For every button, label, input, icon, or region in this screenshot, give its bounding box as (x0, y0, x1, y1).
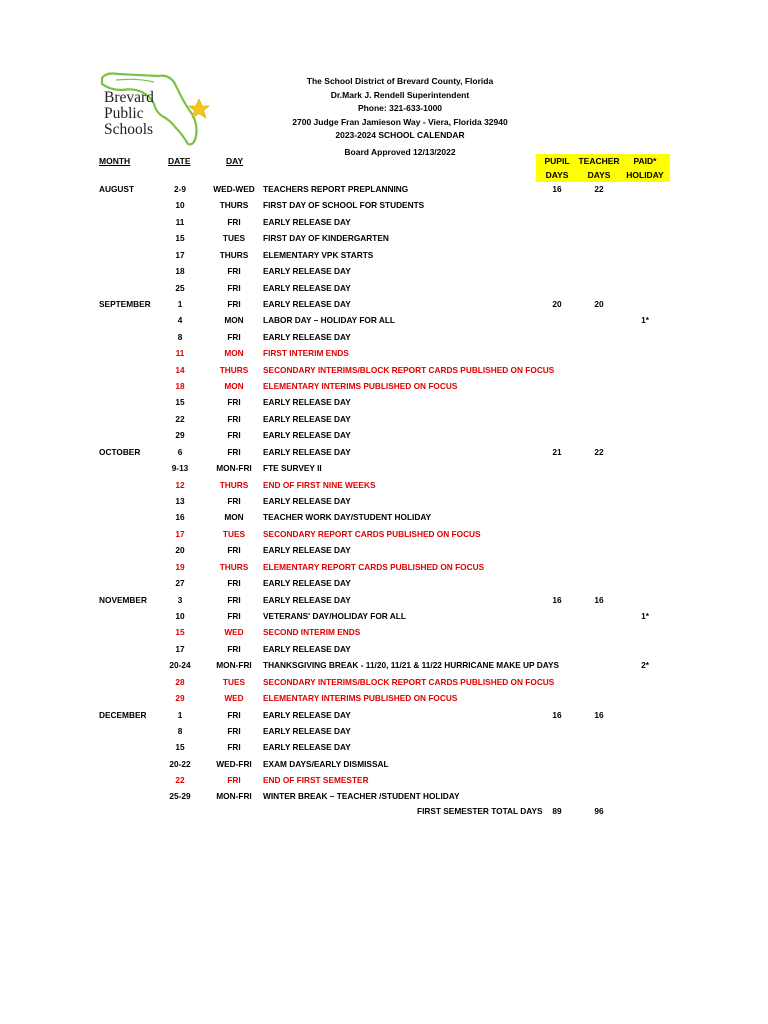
pupil-days-header: PUPIL DAYS (536, 154, 578, 182)
event-cell: SECOND INTERIM ENDS (263, 627, 361, 637)
date-cell: 15 (175, 627, 185, 637)
teacher-days-cell: 16 (594, 595, 604, 605)
day-cell: FRI (227, 644, 241, 654)
event-cell: FIRST DAY OF KINDERGARTEN (263, 233, 389, 243)
date-cell: 17 (175, 529, 185, 539)
day-cell: FRI (227, 283, 241, 293)
table-row (0, 592, 768, 608)
event-cell: EARLY RELEASE DAY (263, 332, 351, 342)
calendar-title: 2023-2024 SCHOOL CALENDAR (335, 130, 465, 140)
event-cell: TEACHERS REPORT PREPLANNING (263, 184, 409, 194)
date-column-header: DATE (168, 156, 191, 166)
table-row (0, 657, 768, 673)
day-cell: FRI (227, 217, 241, 227)
table-row (0, 214, 768, 230)
teacher-days-cell: 22 (594, 447, 604, 457)
table-row (0, 427, 768, 443)
day-cell: TUES (222, 529, 246, 539)
table-row (0, 411, 768, 427)
date-cell: 10 (175, 611, 185, 621)
date-cell: 19 (175, 562, 185, 572)
board-approved: Board Approved 12/13/2022 (344, 146, 456, 157)
day-cell: TUES (222, 233, 246, 243)
district-name: The School District of Brevard County, Florida (306, 76, 494, 86)
day-cell: FRI (227, 496, 241, 506)
event-cell: EARLY RELEASE DAY (263, 578, 351, 588)
table-row (0, 526, 768, 542)
table-row (0, 756, 768, 772)
logo-line-2: Public (104, 105, 144, 122)
table-row (0, 378, 768, 394)
event-cell: FIRST DAY OF SCHOOL FOR STUDENTS (263, 200, 425, 210)
month-cell: NOVEMBER (99, 595, 147, 605)
date-cell: 22 (175, 414, 185, 424)
document-header (280, 75, 520, 159)
event-cell: THANKSGIVING BREAK - 11/20, 11/21 & 11/22 HURRICANE MAKE UP DAYS (263, 660, 560, 670)
date-cell: 27 (175, 578, 185, 588)
date-cell: 15 (175, 397, 185, 407)
address: 2700 Judge Fran Jamieson Way - Viera, Florida 32940 (292, 116, 508, 127)
table-row (0, 444, 768, 460)
date-cell: 17 (175, 644, 185, 654)
event-cell: EARLY RELEASE DAY (263, 447, 351, 457)
event-cell: ELEMENTARY INTERIMS PUBLISHED ON FOCUS (263, 381, 458, 391)
table-row (0, 559, 768, 575)
day-cell: THURS (219, 250, 249, 260)
teacher-days-header: TEACHER DAYS (578, 156, 620, 180)
superintendent: Dr.Mark J. Rendell Superintendent (330, 89, 470, 100)
table-row (0, 674, 768, 690)
date-cell: 18 (175, 381, 185, 391)
event-cell: VETERANS' DAY/HOLIDAY FOR ALL (263, 611, 406, 621)
date-cell: 22 (175, 775, 185, 785)
logo-line-1: Brevard (104, 89, 154, 106)
event-cell: EARLY RELEASE DAY (263, 726, 351, 736)
day-cell: FRI (227, 611, 241, 621)
month-cell: AUGUST (99, 184, 135, 194)
date-cell: 16 (175, 512, 185, 522)
table-row (0, 493, 768, 509)
event-cell: ELEMENTARY REPORT CARDS PUBLISHED ON FOCUS (263, 562, 485, 572)
phone: Phone: 321-633-1000 (357, 103, 443, 113)
table-row (0, 247, 768, 263)
paid-holiday-header: PAID* HOLIDAY (620, 154, 670, 182)
day-cell: FRI (227, 397, 241, 407)
date-cell: 11 (175, 348, 185, 358)
month-cell: DECEMBER (99, 710, 147, 720)
date-cell: 3 (177, 595, 183, 605)
month-cell: OCTOBER (99, 447, 141, 457)
event-cell: EARLY RELEASE DAY (263, 397, 351, 407)
month-cell: SEPTEMBER (99, 299, 151, 309)
day-cell: FRI (227, 430, 241, 440)
table-row (0, 788, 768, 804)
paid-holiday-cell: 1* (641, 315, 649, 325)
event-cell: END OF FIRST SEMESTER (263, 775, 369, 785)
pupil-days-cell: 16 (552, 184, 562, 194)
event-cell: EARLY RELEASE DAY (263, 545, 351, 555)
brevard-logo (96, 68, 216, 150)
event-cell: LABOR DAY – HOLIDAY FOR ALL (263, 315, 395, 325)
date-cell: 1 (177, 710, 183, 720)
date-cell: 6 (177, 447, 183, 457)
month-column-header: MONTH (99, 156, 131, 166)
event-cell: END OF FIRST NINE WEEKS (263, 480, 376, 490)
table-row (0, 345, 768, 361)
date-cell: 14 (175, 365, 185, 375)
date-cell: 29 (175, 430, 185, 440)
date-cell: 10 (175, 200, 185, 210)
table-row (0, 690, 768, 706)
day-cell: FRI (227, 545, 241, 555)
day-cell: FRI (227, 299, 241, 309)
table-row (0, 394, 768, 410)
pupil-days-cell: 20 (552, 299, 562, 309)
day-cell: FRI (227, 447, 241, 457)
event-cell: EARLY RELEASE DAY (263, 595, 351, 605)
table-row (0, 197, 768, 213)
day-cell: THURS (219, 480, 249, 490)
event-cell: EARLY RELEASE DAY (263, 217, 351, 227)
pupil-days-cell: 16 (552, 595, 562, 605)
day-cell: MON-FRI (216, 660, 252, 670)
table-row (0, 707, 768, 723)
date-cell: 13 (175, 496, 185, 506)
day-cell: FRI (227, 266, 241, 276)
day-column-header: DAY (226, 156, 244, 166)
table-row (0, 723, 768, 739)
pupil-days-cell: 16 (552, 710, 562, 720)
semester-total-pupil: 89 (552, 806, 562, 816)
table-row (0, 296, 768, 312)
date-cell: 2-9 (174, 184, 186, 194)
date-cell: 17 (175, 250, 185, 260)
table-row (0, 641, 768, 657)
table-row (0, 772, 768, 788)
event-cell: EARLY RELEASE DAY (263, 266, 351, 276)
date-cell: 29 (175, 693, 185, 703)
table-row (0, 362, 768, 378)
date-cell: 20-24 (169, 660, 191, 670)
table-row (0, 739, 768, 755)
table-row (0, 460, 768, 476)
date-cell: 8 (177, 332, 183, 342)
semester-total-teacher: 96 (594, 806, 604, 816)
table-row (0, 312, 768, 328)
date-cell: 20 (175, 545, 185, 555)
event-cell: SECONDARY INTERIMS/BLOCK REPORT CARDS PUBLISHED ON FOCUS (263, 677, 555, 687)
day-cell: WED-FRI (216, 759, 252, 769)
day-cell: MON-FRI (216, 463, 252, 473)
table-row (0, 509, 768, 525)
date-cell: 25 (175, 283, 185, 293)
teacher-days-cell: 16 (594, 710, 604, 720)
day-cell: WED (224, 627, 244, 637)
event-cell: SECONDARY INTERIMS/BLOCK REPORT CARDS PUBLISHED ON FOCUS (263, 365, 555, 375)
logo-line-3: Schools (104, 121, 154, 138)
day-cell: FRI (227, 595, 241, 605)
pupil-days-cell: 21 (552, 447, 562, 457)
event-cell: SECONDARY REPORT CARDS PUBLISHED ON FOCUS (263, 529, 481, 539)
date-cell: 20-22 (169, 759, 191, 769)
table-row (0, 230, 768, 246)
event-cell: ELEMENTARY VPK STARTS (263, 250, 374, 260)
teacher-days-cell: 20 (594, 299, 604, 309)
day-cell: MON (224, 381, 244, 391)
day-cell: MON (224, 315, 244, 325)
event-cell: EARLY RELEASE DAY (263, 710, 351, 720)
paid-holiday-cell: 1* (641, 611, 649, 621)
date-cell: 15 (175, 742, 185, 752)
day-cell: FRI (227, 578, 241, 588)
day-cell: MON (224, 348, 244, 358)
table-row (0, 477, 768, 493)
date-cell: 15 (175, 233, 185, 243)
teacher-days-cell: 22 (594, 184, 604, 194)
event-cell: EARLY RELEASE DAY (263, 496, 351, 506)
day-cell: FRI (227, 775, 241, 785)
day-cell: FRI (227, 742, 241, 752)
day-cell: MON-FRI (216, 791, 252, 801)
event-cell: EXAM DAYS/EARLY DISMISSAL (263, 759, 389, 769)
event-cell: WINTER BREAK – TEACHER /STUDENT HOLIDAY (263, 791, 460, 801)
day-cell: THURS (219, 365, 249, 375)
event-cell: EARLY RELEASE DAY (263, 283, 351, 293)
date-cell: 8 (177, 726, 183, 736)
event-cell: ELEMENTARY INTERIMS PUBLISHED ON FOCUS (263, 693, 458, 703)
date-cell: 4 (177, 315, 183, 325)
event-cell: EARLY RELEASE DAY (263, 430, 351, 440)
table-row (0, 542, 768, 558)
event-cell: FIRST INTERIM ENDS (263, 348, 349, 358)
table-row (0, 624, 768, 640)
event-cell: EARLY RELEASE DAY (263, 299, 351, 309)
event-cell: EARLY RELEASE DAY (263, 414, 351, 424)
day-cell: MON (224, 512, 244, 522)
day-cell: WED-WED (213, 184, 255, 194)
table-row (0, 263, 768, 279)
table-row (0, 329, 768, 345)
date-cell: 12 (175, 480, 185, 490)
event-cell: FTE SURVEY II (263, 463, 322, 473)
date-cell: 18 (175, 266, 185, 276)
event-cell: TEACHER WORK DAY/STUDENT HOLIDAY (263, 512, 432, 522)
date-cell: 28 (175, 677, 185, 687)
table-row (0, 181, 768, 197)
date-cell: 9-13 (171, 463, 189, 473)
day-cell: THURS (219, 562, 249, 572)
event-cell: EARLY RELEASE DAY (263, 742, 351, 752)
day-cell: TUES (222, 677, 246, 687)
table-row (0, 280, 768, 296)
day-cell: FRI (227, 726, 241, 736)
table-row (0, 608, 768, 624)
semester-total-label: FIRST SEMESTER TOTAL DAYS (417, 806, 543, 816)
day-cell: THURS (219, 200, 249, 210)
date-cell: 1 (177, 299, 183, 309)
date-cell: 25-29 (169, 791, 191, 801)
paid-holiday-cell: 2* (641, 660, 649, 670)
event-cell: EARLY RELEASE DAY (263, 644, 351, 654)
date-cell: 11 (175, 217, 185, 227)
table-row (0, 575, 768, 591)
day-cell: FRI (227, 332, 241, 342)
day-cell: FRI (227, 710, 241, 720)
day-cell: WED (224, 693, 244, 703)
day-cell: FRI (227, 414, 241, 424)
